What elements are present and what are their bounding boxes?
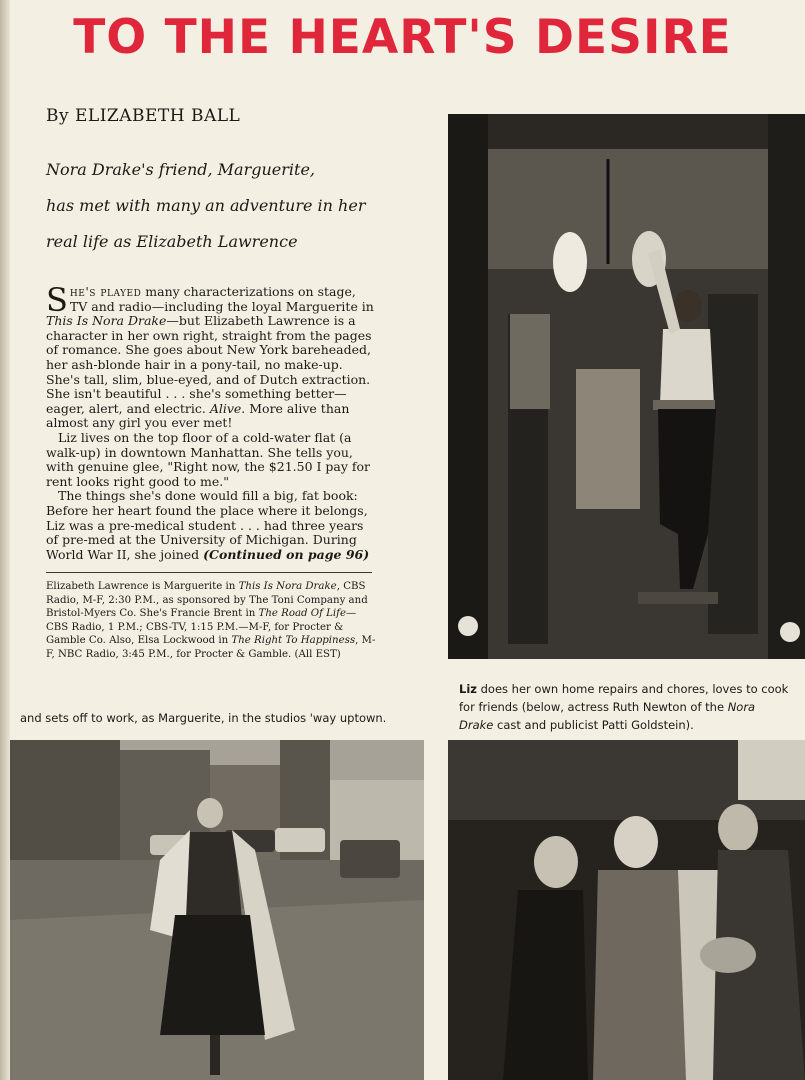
show-title: The Right To Happiness xyxy=(231,635,356,647)
emphasis: Alive. xyxy=(209,400,246,416)
text-run: many characterizations on stage, TV and radio—including the loyal Marguerite in xyxy=(69,284,374,314)
byline: By ELIZABETH BALL xyxy=(46,106,241,126)
drop-cap: S xyxy=(46,281,68,319)
paragraph-3 xyxy=(46,489,376,562)
text-run: Elizabeth Lawrence is Marguerite in xyxy=(46,581,239,592)
text-run: does her own home repairs and chores, loves to cook for friends (below, actress Ruth Newton of the xyxy=(459,682,789,714)
text-run: , CBS Radio, M-F, 2:30 P.M., as sponsored by The Toni Company and Bristol-Myers Co. She's Francie Brent in xyxy=(46,581,368,620)
text-run: More alive than almost any girl you ever met! xyxy=(46,400,350,431)
credits-divider xyxy=(46,572,372,573)
paragraph-2: Liz lives on the top floor of a cold-water flat (a walk-up) in downtown Manhattan. She tells you, with genuine glee, "Right now, the $21.50 I pay for rent looks right good to me." xyxy=(46,429,371,489)
photo-liz-repairing-light xyxy=(448,114,805,659)
show-title: This Is Nora Drake xyxy=(238,581,337,592)
caption-home-repairs xyxy=(459,680,789,734)
lead-in: he's played xyxy=(69,284,142,299)
text-run: —but Elizabeth Lawrence is a character in her own right, straight from the pages of romance. She goes about New York bareheaded, her ash-blonde hair in a pony-tail, no make-up. She's tall, slim, blue-eyed, and of Dutch extraction. She isn't beautiful . . . she's something better—eager, alert, and electric. xyxy=(46,313,372,416)
show-title: This Is Nora Drake xyxy=(46,313,167,329)
broadcast-credits xyxy=(46,580,376,662)
page-spine-shadow xyxy=(0,0,10,1080)
caption-street: and sets off to work, as Marguerite, in the studios 'way uptown. xyxy=(20,711,387,725)
subhead-line: has met with many an adventure in her xyxy=(46,196,366,215)
text-run: —CBS Radio, 1 P.M.; CBS-TV, 1:15 P.M.—M-F, for Procter & Gamble Co. Also, Elsa Lockwood in xyxy=(46,608,357,647)
text-run: The things she's done would fill a big, fat book: Before her heart found the place where it belongs, Liz was a pre-medical student . . . had three years of pre-med at the University of Michigan. During World War II, she joined xyxy=(46,488,368,562)
photo-liz-street xyxy=(10,740,424,1080)
show-title: The Road Of Life xyxy=(258,608,346,620)
subhead-line: real life as Elizabeth Lawrence xyxy=(46,232,298,251)
caption-name: Liz xyxy=(459,682,477,696)
text-run: cast and publicist Patti Goldstein). xyxy=(493,718,694,732)
photo-liz-kitchen-friends xyxy=(448,740,805,1080)
article-title: TO THE HEART'S DESIRE xyxy=(73,10,732,65)
continued-link: (Continued on page 96) xyxy=(203,546,370,562)
show-title: Nora Drake xyxy=(459,700,756,732)
text-run: , M-F, NBC Radio, 3:45 P.M., for Procter & Gamble. (All EST) xyxy=(46,635,376,660)
article-subhead xyxy=(46,152,436,260)
subhead-line: Nora Drake's friend, Marguerite, xyxy=(46,160,315,179)
paragraph-1 xyxy=(46,281,376,431)
article-body xyxy=(46,281,376,562)
